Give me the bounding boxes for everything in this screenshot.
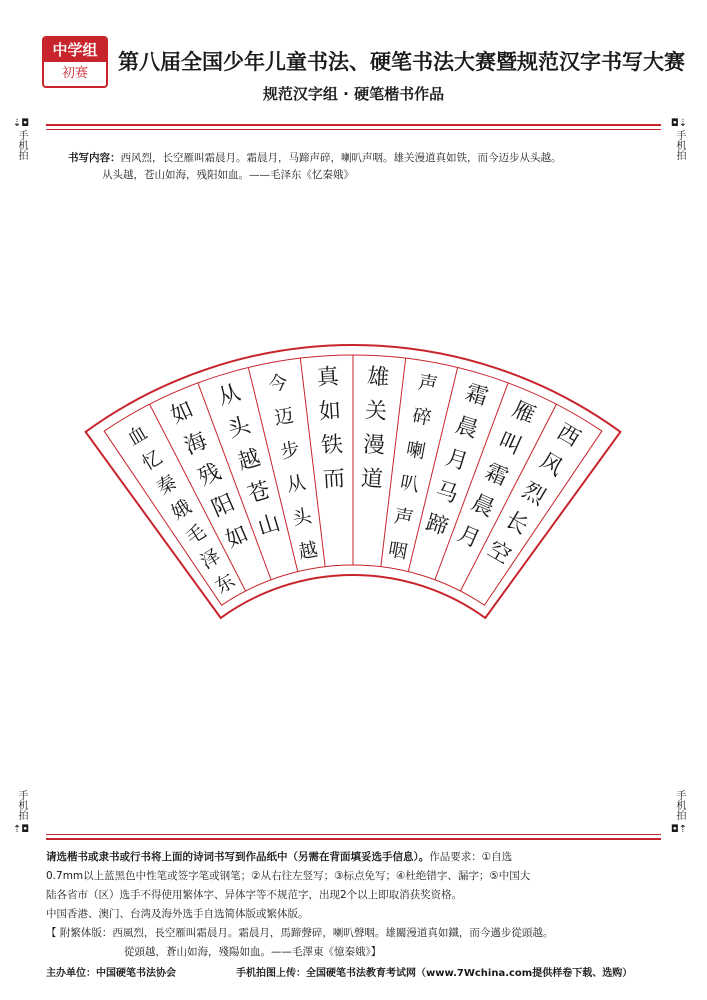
fan-character: 喇 (404, 438, 428, 464)
fan-character: 雄 (366, 364, 390, 391)
fan-character: 越 (235, 445, 264, 476)
top-divider (46, 124, 661, 130)
photo-marker-top-right (668, 118, 690, 164)
fan-character: 如 (318, 398, 342, 425)
fan-character: 月 (453, 521, 484, 554)
fan-character: 步 (278, 438, 302, 464)
photo-marker-top-left (10, 118, 32, 164)
footer-upload: 手机拍图上传：全国硬笔书法教育考试网（www.7Wchina.com提供样卷下载、选购） (236, 968, 633, 979)
writing-content (68, 150, 668, 184)
fan-character: 真 (316, 364, 340, 391)
fan-character: 如 (222, 521, 253, 554)
camera-icon: ⇣◘ (12, 118, 30, 129)
fan-character: 毛 (182, 520, 210, 549)
bottom-divider (46, 834, 661, 840)
fan-character: 霜 (462, 380, 491, 411)
photo-marker-bottom-right (668, 790, 690, 836)
traditional-line-1: 西風烈，長空雁叫霜晨月。霜晨月，馬蹄聲碎，喇叭聲咽。雄關漫道真如鐵，而今邁步從頭越。 (112, 927, 554, 939)
fan-character: 蹄 (422, 510, 452, 541)
page-title: 第八届全国少年儿童书法、硬笔书法大赛暨规范汉字书写大赛 (118, 49, 685, 74)
fan-character: 风 (535, 448, 567, 482)
fan-character: 叭 (398, 471, 422, 497)
content-line-2: 从头越，苍山如海，残阳如血。——毛泽东《忆秦娥》 (102, 169, 354, 181)
fan-character: 西 (552, 419, 585, 453)
fan-character: 声 (392, 505, 416, 531)
fan-character: 越 (296, 538, 320, 564)
requirements-rule-a: 作品要求：①自选 (429, 851, 513, 863)
fan-character: 山 (254, 510, 284, 541)
fan-character: 霜 (481, 459, 512, 492)
fan-character: 苍 (244, 477, 274, 509)
photo-marker-label: 手机拍 (16, 130, 27, 160)
fan-character: 血 (123, 421, 152, 451)
fan-character: 叫 (494, 428, 526, 460)
fan-character: 碎 (410, 404, 434, 430)
requirements-rule-c: 陆各省市（区）选手不得使用繁体字、异体字等不规范字，出现2个以上即取消获奖资格。 (46, 889, 463, 901)
fan-character: 关 (364, 398, 388, 425)
fan-writing-area (0, 330, 707, 670)
fan-character: 头 (225, 412, 254, 444)
fan-character: 咽 (386, 538, 410, 564)
fan-character: 空 (483, 536, 515, 570)
traditional-line-2: 從頭越，蒼山如海，殘陽如血。——毛澤東《憶秦娥》】 (124, 946, 382, 958)
fan-character: 忆 (138, 446, 167, 475)
photo-marker-label: 手机拍 (16, 790, 27, 820)
badge-stage-label: 初赛 (61, 66, 88, 81)
fan-character: 秦 (153, 470, 181, 500)
fan-character: 烈 (517, 478, 550, 511)
fan-character: 声 (416, 371, 440, 397)
fan-character: 漫 (362, 432, 386, 459)
fan-character: 长 (500, 507, 533, 541)
fan-character: 晨 (467, 490, 498, 523)
fan-character: 娥 (167, 495, 196, 525)
footer-organizer: 主办单位：中国硬笔书法协会 (46, 968, 176, 979)
requirements-section (46, 848, 666, 962)
fan-character: 道 (360, 466, 384, 493)
fan-character: 残 (194, 459, 225, 492)
fan-column (360, 365, 390, 493)
photo-marker-label: 手机拍 (674, 790, 685, 820)
fan-character: 月 (442, 445, 471, 476)
fan-character: 今 (266, 371, 290, 397)
fan-character: 海 (180, 428, 212, 460)
photo-marker-bottom-left (10, 790, 32, 836)
badge-group-label: 中学组 (44, 38, 106, 62)
fan-character: 泽 (196, 544, 225, 574)
fan-character: 而 (322, 466, 346, 493)
content-line-1: 西风烈，长空雁叫霜晨月。霜晨月，马蹄声碎，喇叭声咽。雄关漫道真如铁，而今迈步从头越。 (120, 152, 562, 164)
requirements-rule-b: 0.7mm以上蓝黑色中性笔或签字笔或钢笔；②从右往左竖写；③标点免写；④杜绝错字、漏字；⑤中国大 (46, 870, 531, 882)
content-label: 书写内容： (68, 152, 121, 164)
requirements-intro: 请选楷书或隶书或行书将上面的诗词书写到作品纸中（另需在背面填妥选手信息）。 (46, 851, 430, 863)
fan-character: 如 (167, 397, 198, 429)
traditional-label: 【 附繁体版： (46, 927, 113, 939)
requirements-rule-d: 中国香港、澳门、台湾及海外选手自选简体版或繁体版。 (46, 908, 309, 920)
camera-icon: ◘⇣ (670, 118, 688, 129)
fan-character: 迈 (272, 404, 296, 430)
fan-character: 从 (284, 471, 308, 497)
group-badge (42, 36, 108, 88)
fan-character: 阳 (208, 490, 239, 523)
photo-marker-label: 手机拍 (674, 130, 685, 160)
fan-character: 雁 (508, 397, 539, 429)
page-subtitle: 规范汉字组 · 硬笔楷书作品 (262, 85, 445, 103)
fan-character: 铁 (320, 432, 344, 459)
fan-character: 头 (290, 505, 314, 531)
fan-character: 马 (432, 477, 462, 509)
fan-character: 晨 (452, 412, 481, 444)
fan-character: 从 (215, 380, 244, 411)
camera-icon: ⇡◘ (12, 824, 30, 835)
camera-icon: ◘⇡ (670, 824, 688, 835)
fan-character: 东 (211, 569, 240, 599)
fan-column (316, 365, 346, 493)
